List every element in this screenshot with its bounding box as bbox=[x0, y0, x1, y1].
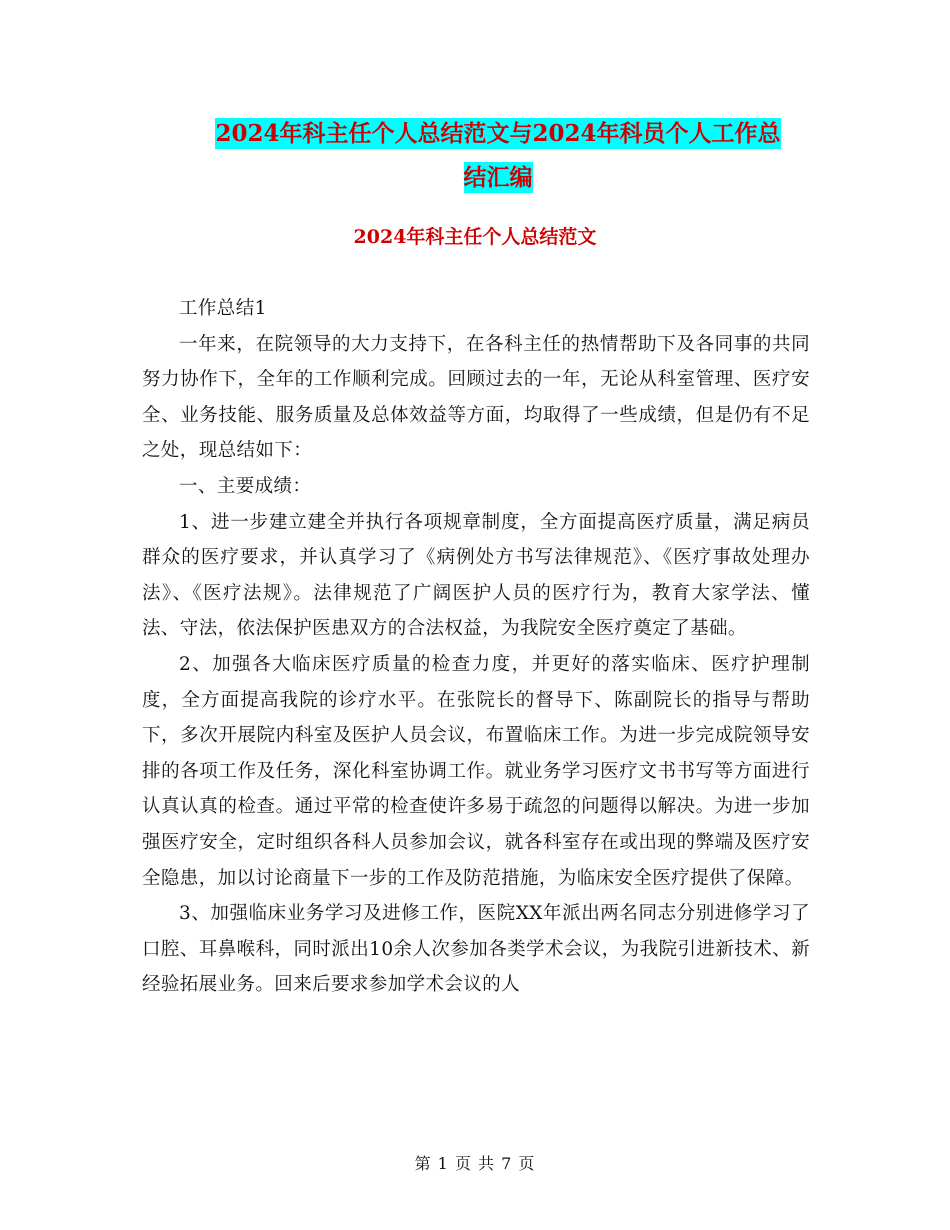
section-title: 2024年科主任个人总结范文 bbox=[353, 226, 597, 248]
paragraph-item-1: 1、进一步建立建全并执行各项规章制度，全方面提高医疗质量，满足病员群众的医疗要求，并认真学习了《病例处方书写法律规范》、《医疗事故处理办法》、《医疗法规》。法律规范了广阔医护人员的医疗行为，教育大家学法、懂法、守法，依法保护医患双方的合法权益，为我院安全医疗奠定了基础。 bbox=[142, 511, 810, 640]
document-title bbox=[140, 112, 856, 200]
title-line-1: 2024年科主任个人总结范文与2024年科员个人工作总 bbox=[215, 120, 781, 147]
paragraph-heading: 工作总结1 bbox=[179, 298, 267, 319]
document-body bbox=[142, 291, 810, 1003]
paragraph-achievements-heading: 一、主要成绩： bbox=[179, 475, 312, 497]
title-line-2: 结汇编 bbox=[463, 164, 533, 191]
paragraph-item-2: 2、加强各大临床医疗质量的检查力度，并更好的落实临床、医疗护理制度，全方面提高我院的诊疗水平。在张院长的督导下、陈副院长的指导与帮助下，多次开展院内科室及医护人员会议，布置临床工作。为进一步完成院领导安排的各项工作及任务，深化科室协调工作。就业务学习医疗文书书写等方面进行认真认真的检查。通过平常的检查使许多易于疏忽的问题得以解决。为进一步加强医疗安全，定时组织各科人员参加会议，就各科室存在或出现的弊端及医疗安全隐患，加以讨论商量下一步的工作及防范措施，为临床安全医疗提供了保障。 bbox=[142, 653, 810, 889]
page-footer: 第 1 页 共 7 页 bbox=[414, 1154, 536, 1173]
paragraph-item-3: 3、加强临床业务学习及进修工作，医院XX年派出两名同志分别进修学习了口腔、耳鼻喉科，同时派出10余人次参加各类学术会议，为我院引进新技术、新经验拓展业务。回来后要求参加学术会议的人 bbox=[142, 903, 810, 996]
paragraph-intro: 一年来，在院领导的大力支持下，在各科主任的热情帮助下及各同事的共同努力协作下，全年的工作顺利完成。回顾过去的一年，无论从科室管理、医疗安全、业务技能、服务质量及总体效益等方面，均取得了一些成绩，但是仍有不足之处，现总结如下： bbox=[142, 333, 810, 462]
